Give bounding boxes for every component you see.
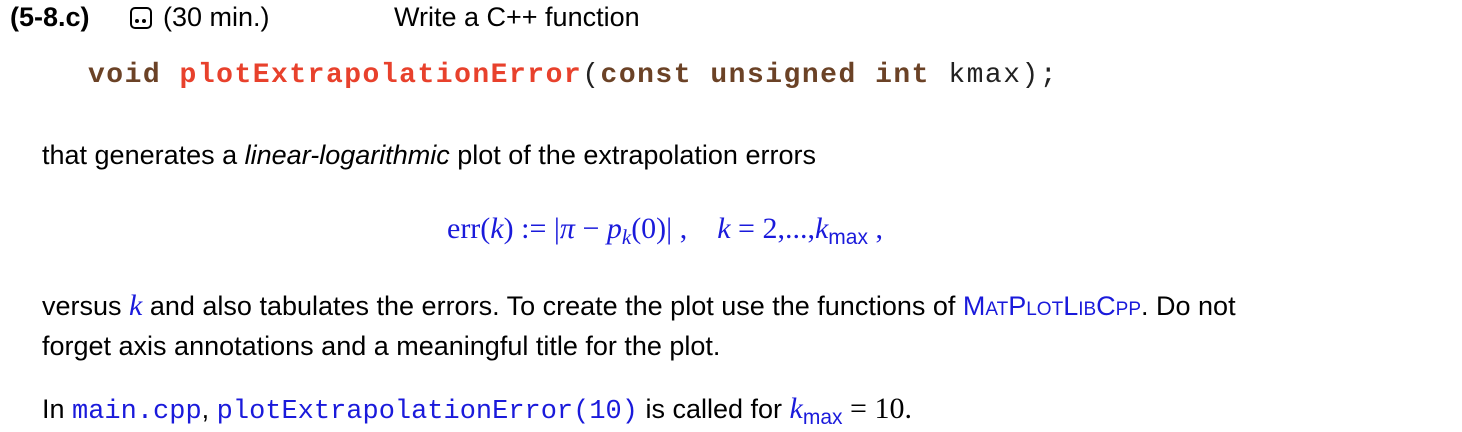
p2-mid: and also tabulates the errors. To create the plot use the functions of <box>142 291 963 321</box>
keyword-const: const <box>600 60 693 91</box>
paragraph-main-call <box>42 392 912 430</box>
function-name: plotExtrapolationError <box>179 60 583 91</box>
formula-p: p <box>606 212 622 245</box>
file-name: main.cpp <box>72 397 202 427</box>
p1-after: plot of the extrapolation errors <box>449 140 816 170</box>
p2-after: . Do not <box>1141 291 1236 321</box>
formula-k: k <box>717 212 731 245</box>
formula-p-arg: (0) <box>631 212 667 245</box>
formula-comma2: , <box>875 212 883 245</box>
function-call: plotExtrapolationError(10) <box>216 397 638 427</box>
formula-err: err <box>447 212 481 245</box>
task-instruction: Write a C++ function <box>394 2 640 32</box>
time-estimate: (30 min.) <box>163 2 270 32</box>
p3-value: 10. <box>874 392 912 425</box>
formula-kmax-sub: max <box>828 226 868 249</box>
paragraph-task-line2: forget axis annotations and a meaningful title for the plot. <box>42 331 721 361</box>
p1-emphasis: linear-logarithmic <box>244 140 450 170</box>
formula-p-sub: k <box>621 225 632 249</box>
problem-number: (5-8.c) <box>10 2 90 32</box>
return-type: void <box>88 60 162 91</box>
p3-sep: , <box>201 394 217 424</box>
param-name: kmax <box>948 60 1022 91</box>
formula-equals: = <box>738 212 755 245</box>
p3-mid: is called for <box>637 394 790 424</box>
formula-kmax-k: k <box>814 212 829 245</box>
formula-k-arg: k <box>490 212 504 245</box>
dice-icon <box>130 7 152 29</box>
error-formula: err(k) := |π − pk(0)| , k = 2,...,kmax , <box>447 212 883 249</box>
formula-minus: − <box>582 212 600 245</box>
open-paren: ( <box>582 60 601 91</box>
code-signature <box>88 60 1058 91</box>
p3-prefix: In <box>42 394 73 424</box>
p2-var-k: k <box>129 289 143 322</box>
formula-assign: := <box>521 212 547 245</box>
p3-var-sub: max <box>802 406 843 429</box>
formula-range: 2,..., <box>762 212 815 245</box>
p1-before: that generates a <box>42 140 245 170</box>
library-name: MatPlotLibCpp <box>962 291 1142 321</box>
keyword-unsigned: unsigned <box>710 60 857 91</box>
paragraph-plot-description <box>42 140 816 171</box>
close-paren: ); <box>1021 60 1059 91</box>
p3-var-k: k <box>789 392 803 425</box>
formula-pi: π <box>559 212 575 245</box>
p2-before: versus <box>42 291 130 321</box>
p3-equals: = <box>850 392 867 425</box>
keyword-int: int <box>875 60 930 91</box>
formula-comma1: , <box>679 212 688 245</box>
paragraph-task-line1 <box>42 289 1236 323</box>
